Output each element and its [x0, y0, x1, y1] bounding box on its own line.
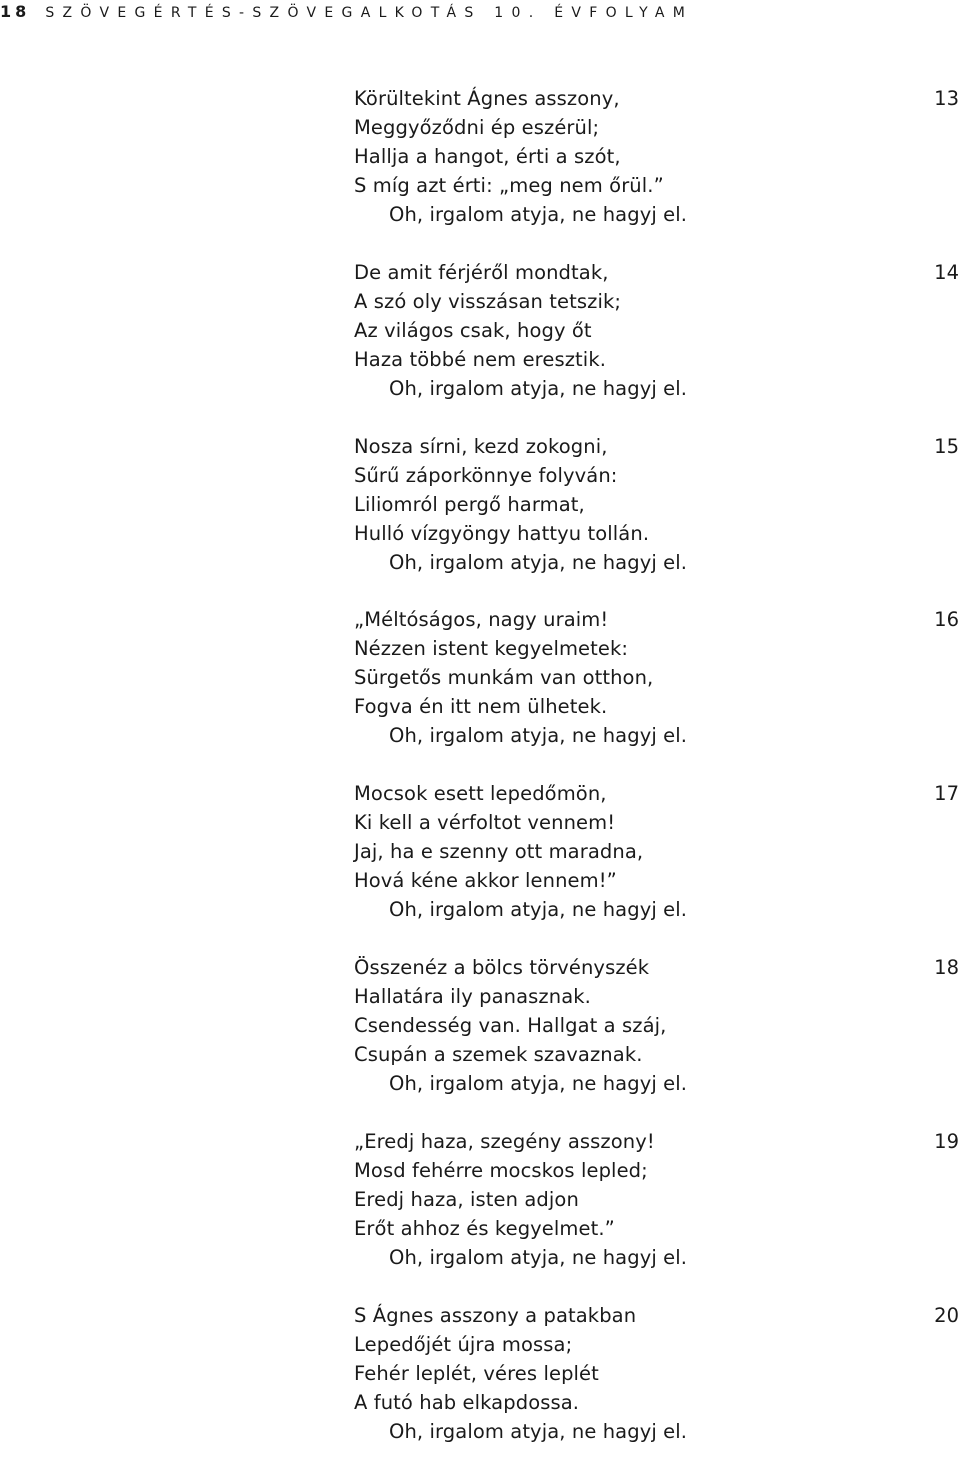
refrain-line: Oh, irgalom atyja, ne hagyj el.	[389, 376, 688, 400]
verse-line: Erőt ahhoz és kegyelmet.”	[354, 1216, 615, 1240]
stanza-19	[354, 1127, 960, 1272]
refrain-line: Oh, irgalom atyja, ne hagyj el.	[389, 724, 688, 748]
running-header	[0, 1, 693, 23]
verse-line: S míg azt érti: „meg nem őrül.”	[354, 174, 664, 197]
verse-line: Nosza sírni, kezd zokogni,	[354, 434, 608, 458]
poem	[354, 84, 960, 1474]
stanza-16	[354, 605, 960, 750]
stanza-number: 19	[934, 1129, 959, 1153]
verse-line: Eredj haza, isten adjon	[354, 1187, 579, 1211]
verse-line: Mocsok esett lepedőmön,	[354, 782, 607, 806]
verse-line: Jaj, ha e szenny ott maradna,	[354, 840, 644, 864]
verse-line: Liliomról pergő harmat,	[354, 492, 585, 516]
stanza-number: 17	[934, 782, 959, 806]
verse-line: A szó oly visszásan tetszik;	[354, 289, 622, 313]
refrain-line: Oh, irgalom atyja, ne hagyj el.	[389, 1245, 688, 1269]
verse-line: Haza többé nem eresztik.	[354, 347, 607, 371]
stanza-number: 20	[934, 1303, 959, 1327]
stanza-number: 13	[934, 87, 959, 110]
verse-line: Ki kell a vérfoltot vennem!	[354, 811, 616, 835]
verse-line: Fogva én itt nem ülhetek.	[354, 695, 608, 719]
verse-line: Meggyőződni ép eszérül;	[354, 116, 600, 139]
stanza-number: 15	[934, 434, 959, 458]
verse-line: „Eredj haza, szegény asszony!	[354, 1129, 655, 1153]
verse-line: Körültekint Ágnes asszony,	[354, 87, 620, 110]
verse-line: Mosd fehérre mocskos lepled;	[354, 1158, 648, 1182]
stanza-17	[354, 779, 960, 924]
verse-line: Csendesség van. Hallgat a száj,	[354, 1013, 667, 1037]
verse-line: De amit férjéről mondtak,	[354, 260, 609, 284]
verse-line: A futó hab elkapdossa.	[354, 1390, 580, 1414]
refrain-line: Oh, irgalom atyja, ne hagyj el.	[389, 550, 688, 574]
verse-line: „Méltóságos, nagy uraim!	[354, 608, 609, 632]
verse-line: Fehér leplét, véres leplét	[354, 1361, 599, 1385]
stanza-14	[354, 258, 960, 403]
stanza-number: 18	[934, 955, 959, 979]
stanza-13	[354, 84, 960, 229]
verse-line: Hallja a hangot, érti a szót,	[354, 145, 621, 168]
refrain-line: Oh, irgalom atyja, ne hagyj el.	[389, 898, 688, 922]
stanza-number: 14	[934, 260, 959, 284]
verse-line: Nézzen istent kegyelmetek:	[354, 637, 629, 661]
verse-line: Hallatára ily panasznak.	[354, 984, 591, 1008]
refrain-line: Oh, irgalom atyja, ne hagyj el.	[389, 1419, 688, 1443]
stanza-20	[354, 1301, 960, 1446]
verse-line: Sűrű záporkönnye folyván:	[354, 463, 618, 487]
verse-line: Az világos csak, hogy őt	[354, 318, 592, 342]
verse-line: Hulló vízgyöngy hattyu tollán.	[354, 521, 650, 545]
stanza-18	[354, 953, 960, 1098]
verse-line: Sürgetős munkám van otthon,	[354, 666, 654, 690]
verse-line: Lepedőjét újra mossa;	[354, 1332, 573, 1356]
page-number: 18	[0, 2, 31, 21]
refrain-line: Oh, irgalom atyja, ne hagyj el.	[389, 203, 688, 226]
verse-line: Hová kéne akkor lennem!”	[354, 869, 617, 893]
verse-line: Csupán a szemek szavaznak.	[354, 1042, 643, 1066]
verse-line: Összenéz a bölcs törvényszék	[354, 955, 650, 979]
stanza-number: 16	[934, 608, 959, 632]
stanza-15	[354, 432, 960, 577]
refrain-line: Oh, irgalom atyja, ne hagyj el.	[389, 1071, 688, 1095]
verse-line: S Ágnes asszony a patakban	[354, 1303, 637, 1327]
running-title: SZÖVEGÉRTÉS-SZÖVEGALKOTÁS 10. ÉVFOLYAM	[45, 5, 694, 21]
